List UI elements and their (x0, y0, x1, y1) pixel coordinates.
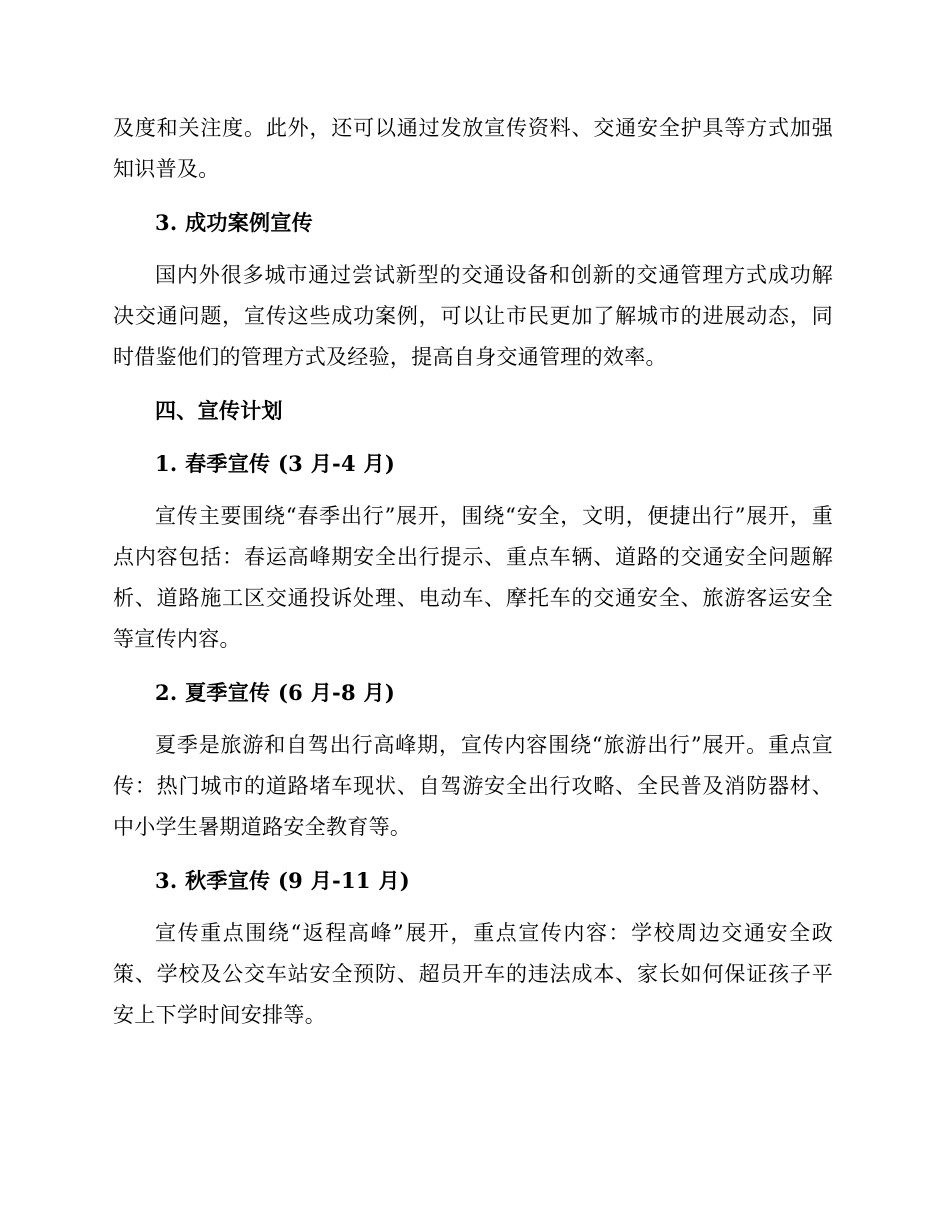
paragraph-intro-continuation: 及度和关注度。此外，还可以通过发放宣传资料、交通安全护具等方式加强知识普及。 (113, 116, 833, 181)
heading-spring-publicity: 1. 春季宣传 (3 月-4 月) (155, 451, 396, 476)
heading-autumn-publicity: 3. 秋季宣传 (9 月-11 月) (155, 868, 410, 893)
heading-summer-publicity: 2. 夏季宣传 (6 月-8 月) (155, 680, 396, 705)
paragraph-autumn-publicity: 宣传重点围绕“返程高峰”展开，重点宣传内容：学校周边交通安全政策、学校及公交车站安全预防、超员开车的违法成本、家长如何保证孩子平安上下学时间安排等。 (113, 921, 833, 1027)
document-body (113, 108, 833, 1036)
heading-publicity-plan: 四、宣传计划 (155, 398, 283, 423)
paragraph-success-cases: 国内外很多城市通过尝试新型的交通设备和创新的交通管理方式成功解决交通问题，宣传这些成功案例，可以让市民更加了解城市的进展动态，同时借鉴他们的管理方式及经验，提高自身交通管理的效率。 (113, 263, 833, 369)
heading-success-cases: 3. 成功案例宣传 (155, 210, 313, 235)
paragraph-summer-publicity: 夏季是旅游和自驾出行高峰期，宣传内容围绕“旅游出行”展开。重点宣传：热门城市的道路堵车现状、自驾游安全出行攻略、全民普及消防器材、中小学生暑期道路安全教育等。 (113, 733, 833, 839)
paragraph-spring-publicity: 宣传主要围绕“春季出行”展开，围绕“安全，文明，便捷出行”展开，重点内容包括：春运高峰期安全出行提示、重点车辆、道路的交通安全问题解析、道路施工区交通投诉处理、电动车、摩托车的交通安全、旅游客运安全等宣传内容。 (113, 504, 833, 651)
